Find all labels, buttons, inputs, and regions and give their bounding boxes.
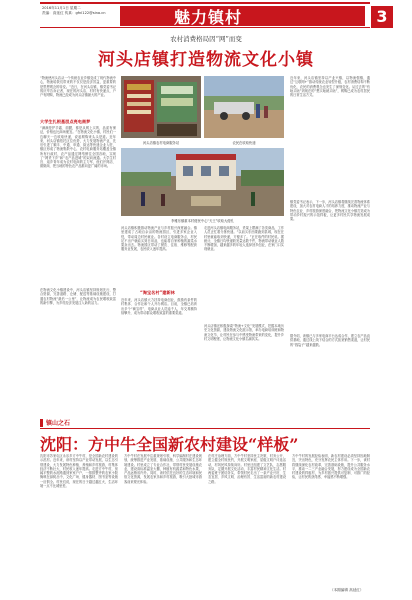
article-paragraph: 镇党委书记表示，下一步，河头店镇将继续完善物流体系建设，加大对农村电商人才的培养力度，推动物流产业与特色农业、乡村旅游深度融合，把物流文化小镇打造成为带动乡村振兴的示范样板，让更多村民共享物流发展成果。	[290, 200, 370, 221]
header-bottom-rule	[40, 27, 370, 28]
article2-headline: 沈阳：方中牛全国新农村建设“样板”	[40, 435, 299, 454]
header-date: 2016年11月1日 星期二	[42, 6, 81, 10]
article-paragraph: 河头店镇积极推动物流产业与乡村振兴深度融合。镇里建成了占地百余亩的物流园区，引进多家企业入驻，带动周边村民就业。各村设立电商服务点，村民足不出户就能买到日用品，也能将自家种植的蔬菜水果卖出去。物流园区带动了餐饮、住宿、维修等配套服务业发展，农民收入逐年提高。	[121, 226, 197, 252]
article-kicker: 农村消费格局因“网”而变	[170, 35, 242, 43]
article2-paragraph: 沈阳市苏家屯区永乐乡方中牛村，是全国新农村建设的示范村。近年来，该村坚持以产业带动发展，以生态引领建设，大力发展特色种植、养殖和乡村旅游，村集体经济不断壮大，村民收入逐年提高。走进方中牛村，宽阔平整的水泥路通到家家户户，一排排整齐的农家小院掩映在绿树丛中，文化广场、健身器材、图书室等设施一应俱全。村民们说，现在的日子越过越红火，生活环境一点不比城里差。	[40, 454, 118, 488]
page-header	[0, 0, 412, 34]
tag-bar	[40, 419, 43, 427]
article2-paragraph: 在村庄治理方面，方中牛村坚持民主决策，村务公开，建立健全村规民约，开展文明家庭、星级文明户评选活动，村风民风持续向好。村里还组建了文艺队、志愿服务队，定期开展文化活动，丰富村民精神文化生活。村两委班子团结务实，带领村民走出了一条产业兴旺、生态宜居、乡风文明、治理有效、生活富裕的新农村建设之路。	[208, 454, 286, 484]
header-meta	[42, 6, 106, 15]
article-paragraph: 河头店镇还积极探索“物流+文化”发展模式，挖掘本地历史文化资源，建设物流文化展示馆，举办电商培训班和物流文化节，让村民在参与中感受物流带来的变化，提升乡村文明程度，让物流文化小镇名副其实。	[204, 324, 284, 341]
article-paragraph: “满满是护手霜、面膜，都是从网上买的，品质有保证，价格也比商场便宜。”在物流文化小镇，村民们一边聊天一边收取快递，说起网购来头头是道。近年来，河头店镇依托区位优势，大力发展物流产业，先后引进了顺丰、中通、申通、韵达等快递企业入驻，镇区形成了物流集散中心，农村电商服务站覆盖全镇所有行政村，农产品通过网络销往全国各地，实现了“网货下乡”和“农产品进城”的双向流通。大学生村官、返乡青年成为农村电商的主力军，他们开网店、做微商，把当地的特色农产品推向更广阔的市场。	[40, 126, 116, 169]
section-tag	[40, 418, 370, 429]
photo-farmers-delivery	[204, 76, 284, 138]
header-top-rule	[40, 2, 370, 4]
article-headline: 河头店镇打造物流文化小镇	[98, 50, 314, 70]
photo-caption: 农民在收取快递	[232, 141, 256, 145]
photo-caption: 河头店镇农村电商服务站	[142, 141, 180, 145]
article2-paragraph: 方中牛村的发展经验表明，新农村建设必须坚持因地制宜，突出特色，充分发挥农民主体作用。下一步，该村将继续深化农村改革，完善基础设施，提升公共服务水平，推动一二三产业融合发展，努力建设成为全国新农村建设的样板村，为乡村振兴提供可复制、可推广的经验，让村民的获得感、幸福感不断增强。	[292, 454, 370, 480]
article-subheading: “淘宝名村”建新林	[140, 290, 175, 295]
article-paragraph: 近年来，河头店镇坚持以产业兴镇，以物流强镇，通过“互联网+”推动传统农业转型升级，农村消费结构不断优化，农民的消费观念也发生了深刻变化。从过去的“有啥买啥”到现在的“想买啥就买啥”，网购已成为农村居民的日常生活方式。	[290, 76, 370, 97]
header-editor: 责编：高延红 传真：gfnl122@sina.cn	[42, 10, 106, 15]
editor-note: （本期编辑 高延红）	[330, 588, 364, 592]
article-paragraph: 据介绍，该镇已与多家电商平台达成合作，建立农产品直供基地，通过线上线下结合的方式拓宽销售渠道，让村民的“钱袋子”越来越鼓。	[290, 334, 370, 347]
article2-paragraph: 方中牛村在发展中注重规划引领，科学编制村庄建设规划，统筹推进产业发展、基础设施、公共服务和生态环境建设。村里成立了专业合作社，带领村民发展设施农业，建设高标准温室大棚，种植有机蔬菜和特色水果，产品远销省内外。同时，该村依托良好的生态环境和民俗文化资源，发展农家乐和乡村旅游，吸引大批城市游客前来观光体验。	[124, 454, 202, 484]
section-tag-label: 镇山之石	[46, 420, 71, 427]
photo-ecommerce-station	[121, 76, 201, 138]
article-paragraph: 在物流文化小镇建设中，河头店镇坚持规划先行，整合资源，完善道路、仓储、配送等基础设施建设，打通农村物流“最后一公里”，让物流成为农民增收致富的新引擎，为乡村经济发展注入新的活力。	[40, 288, 116, 305]
section-title: 魅力镇村	[173, 8, 242, 27]
article-paragraph: 近年来，河头店镇大力扶持电商创业，鼓励有条件的村集体、合作社和个人开办网店。目前，全镇已培育出多个“淘宝村”，电商从业人员逾千人，年交易额持续攀升，成为带动群众增收致富的重要渠道。	[121, 298, 197, 315]
photo-village-center	[121, 148, 284, 216]
article-subheading: 大学生扎根基层点亮电商梦	[40, 119, 91, 124]
article-paragraph: “物流使河头店从一个传统农业乡镇变成了现代物流中心，物流给我们带来的不仅仅是经济效益，更重要的是思想观念的转变。”近日，在河头店镇，镇党委书记郭庆华告诉记者，现在的河头店，村村有快递点，户户有网购，物流已经成为河头店镇最大的产业。	[40, 76, 116, 97]
article-paragraph: 走进河头店镇电商服务站，货架上摆满了各类商品，工作人员正忙着分拣快递。“以前买东西要跑到县城，现在在村里就能取到快递，方便多了。”正在取件的村民说。据统计，全镇日均快递收发量达数千件，物流带动就业人数不断增加，越来越多的年轻人选择回乡创业，在家门口实现就业。	[204, 226, 284, 252]
page-number: 3	[371, 6, 393, 28]
photo-caption: 李雅东镇重本村便民中心“天王”收取大便孔	[171, 219, 234, 223]
